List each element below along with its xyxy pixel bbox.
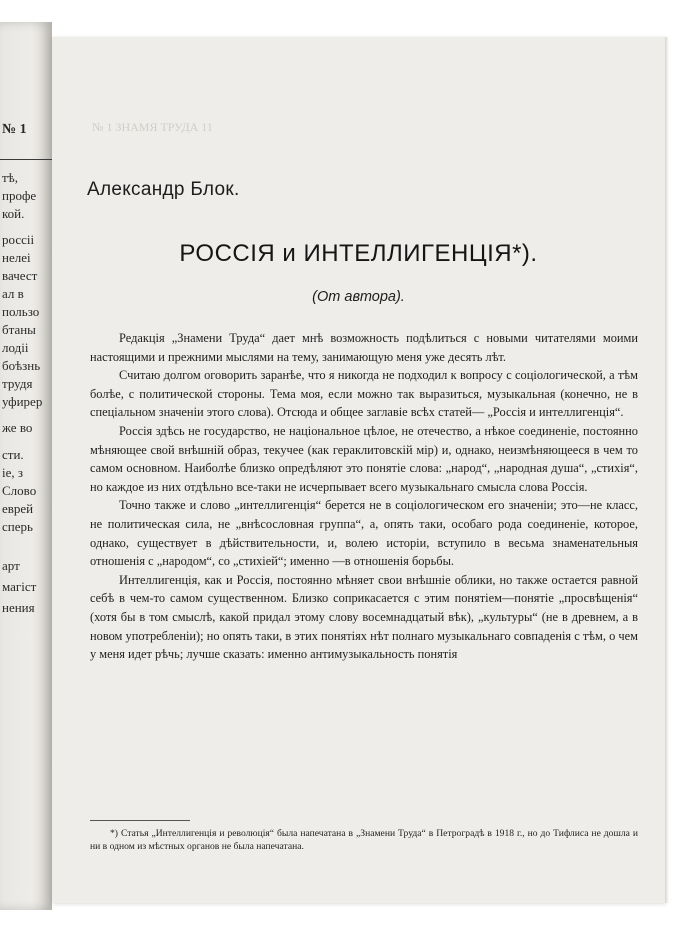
left-page-fragment: вачест (2, 268, 38, 283)
page-edge-shadow (665, 37, 669, 903)
left-page-fragment: профе (2, 188, 37, 203)
book-page (52, 37, 665, 903)
left-page-fragment: сти. (2, 447, 24, 462)
author-name: Александр Блок. (87, 179, 240, 200)
left-page-header: № 1 (2, 122, 27, 137)
left-page-fragment: кой. (2, 206, 25, 221)
article-body (90, 329, 638, 664)
paragraph: Россія здѣсь не государство, не національное цѣлое, не отечество, а нѣкое соединеніе, постоянно мѣняющее свой внѣшній образ, текучее (как гераклитовскій мір) и, однако, неизмѣняющееся в чем то самом основном. Наиболѣе близко опредѣляют это понятіе слова: „народ“, „народная душа“, „стихія“, но каждое из них отдѣльно все-таки не исчерпывает всего музыкальнаго смысла слова Россія. (90, 423, 638, 494)
left-page-fragment: россіі (2, 232, 35, 247)
left-page-fragment: уфирер (2, 394, 43, 409)
footnote-divider (90, 820, 190, 821)
left-page-fragment: же во (2, 420, 33, 435)
left-page-fragment: пользо (2, 304, 40, 319)
paragraph: Точно также и слово „интеллигенція“ берется не в соціологическом его значеніи; это—не класс, не политическая сила, не „внѣсословная группа“, а, опять таки, особаго рода соединеніе, которое, однако, существует в дѣйствительности, и, волею исторіи, вступило в весьма знаменательныя отношенія с „народом“, со „стихіей“; именно —в отношенія борьбы. (90, 498, 638, 569)
left-page-fragment: еврей (2, 501, 34, 516)
left-page-fragment: тѣ, (2, 170, 18, 185)
left-page-fragment: сперь (2, 519, 33, 534)
paragraph: Интеллигенція, как и Россія, постоянно мѣняет свои внѣшніе облики, но также остается равной себѣ в чем-то самом существенном. Близко соприкасается с этим понятіем—понятіе „просвѣщенія“ (хотя бы в том смыслѣ, какой придал этому слову восемнадцатый вѣк), „культуры“ (не в древнем, а в новом употребленіи); но опять таки, в этих понятіях нѣт полнаго музыкальнаго совпаденія с тѣм, о чем у меня идет рѣчь; лучше сказать: именно антимузыкальность понятія (90, 572, 638, 662)
previous-page-edge (0, 22, 52, 910)
paragraph: Редакція „Знамени Труда“ дает мнѣ возможность подѣлиться с новыми читателями моими настоящими и прежними мыслями на тему, занимающую меня уже десять лѣт. (90, 331, 638, 364)
left-page-fragment: магіст (2, 579, 37, 594)
left-page-fragment: арт (2, 558, 20, 573)
left-page-fragment: Слово (2, 483, 37, 498)
left-page-fragment: ал в (2, 286, 24, 301)
left-page-header-rule (0, 159, 52, 160)
article-subtitle: (От автора). (312, 289, 405, 305)
paragraph: Считаю долгом оговорить заранѣе, что я никогда не подходил к вопросу с соціологической, а тѣм болѣе, с политической стороны. Тема моя, если можно так выразиться, музыкальная (конечно, не в спеціальном значеніи этого слова). Отсюда и общее заглавіе всѣх статей— „Россія и интеллигенція“. (90, 368, 638, 420)
left-page-fragment: іе, з (2, 465, 24, 480)
left-page-fragment: боѣзнь (2, 358, 41, 373)
left-page-fragment: бтаны (2, 322, 36, 337)
footnote-area (90, 827, 638, 853)
left-page-fragment: нелеі (2, 250, 31, 265)
footnote: *) Статья „Интеллигенція и революція“ была напечатана в „Знамени Труда“ в Петроградѣ в 1918 г., но до Тифлиса не дошла и ни в одном из мѣстных органов не была напечатана. (90, 828, 638, 852)
bleed-through-header: № 1 ЗНАМЯ ТРУДА 11 (92, 120, 213, 134)
article-title: РОССІЯ и ИНТЕЛЛИГЕНЦІЯ*). (179, 240, 538, 267)
left-page-fragment: трудя (2, 376, 33, 391)
left-page-fragment: нения (2, 600, 35, 615)
left-page-fragment: лодіі (2, 340, 29, 355)
